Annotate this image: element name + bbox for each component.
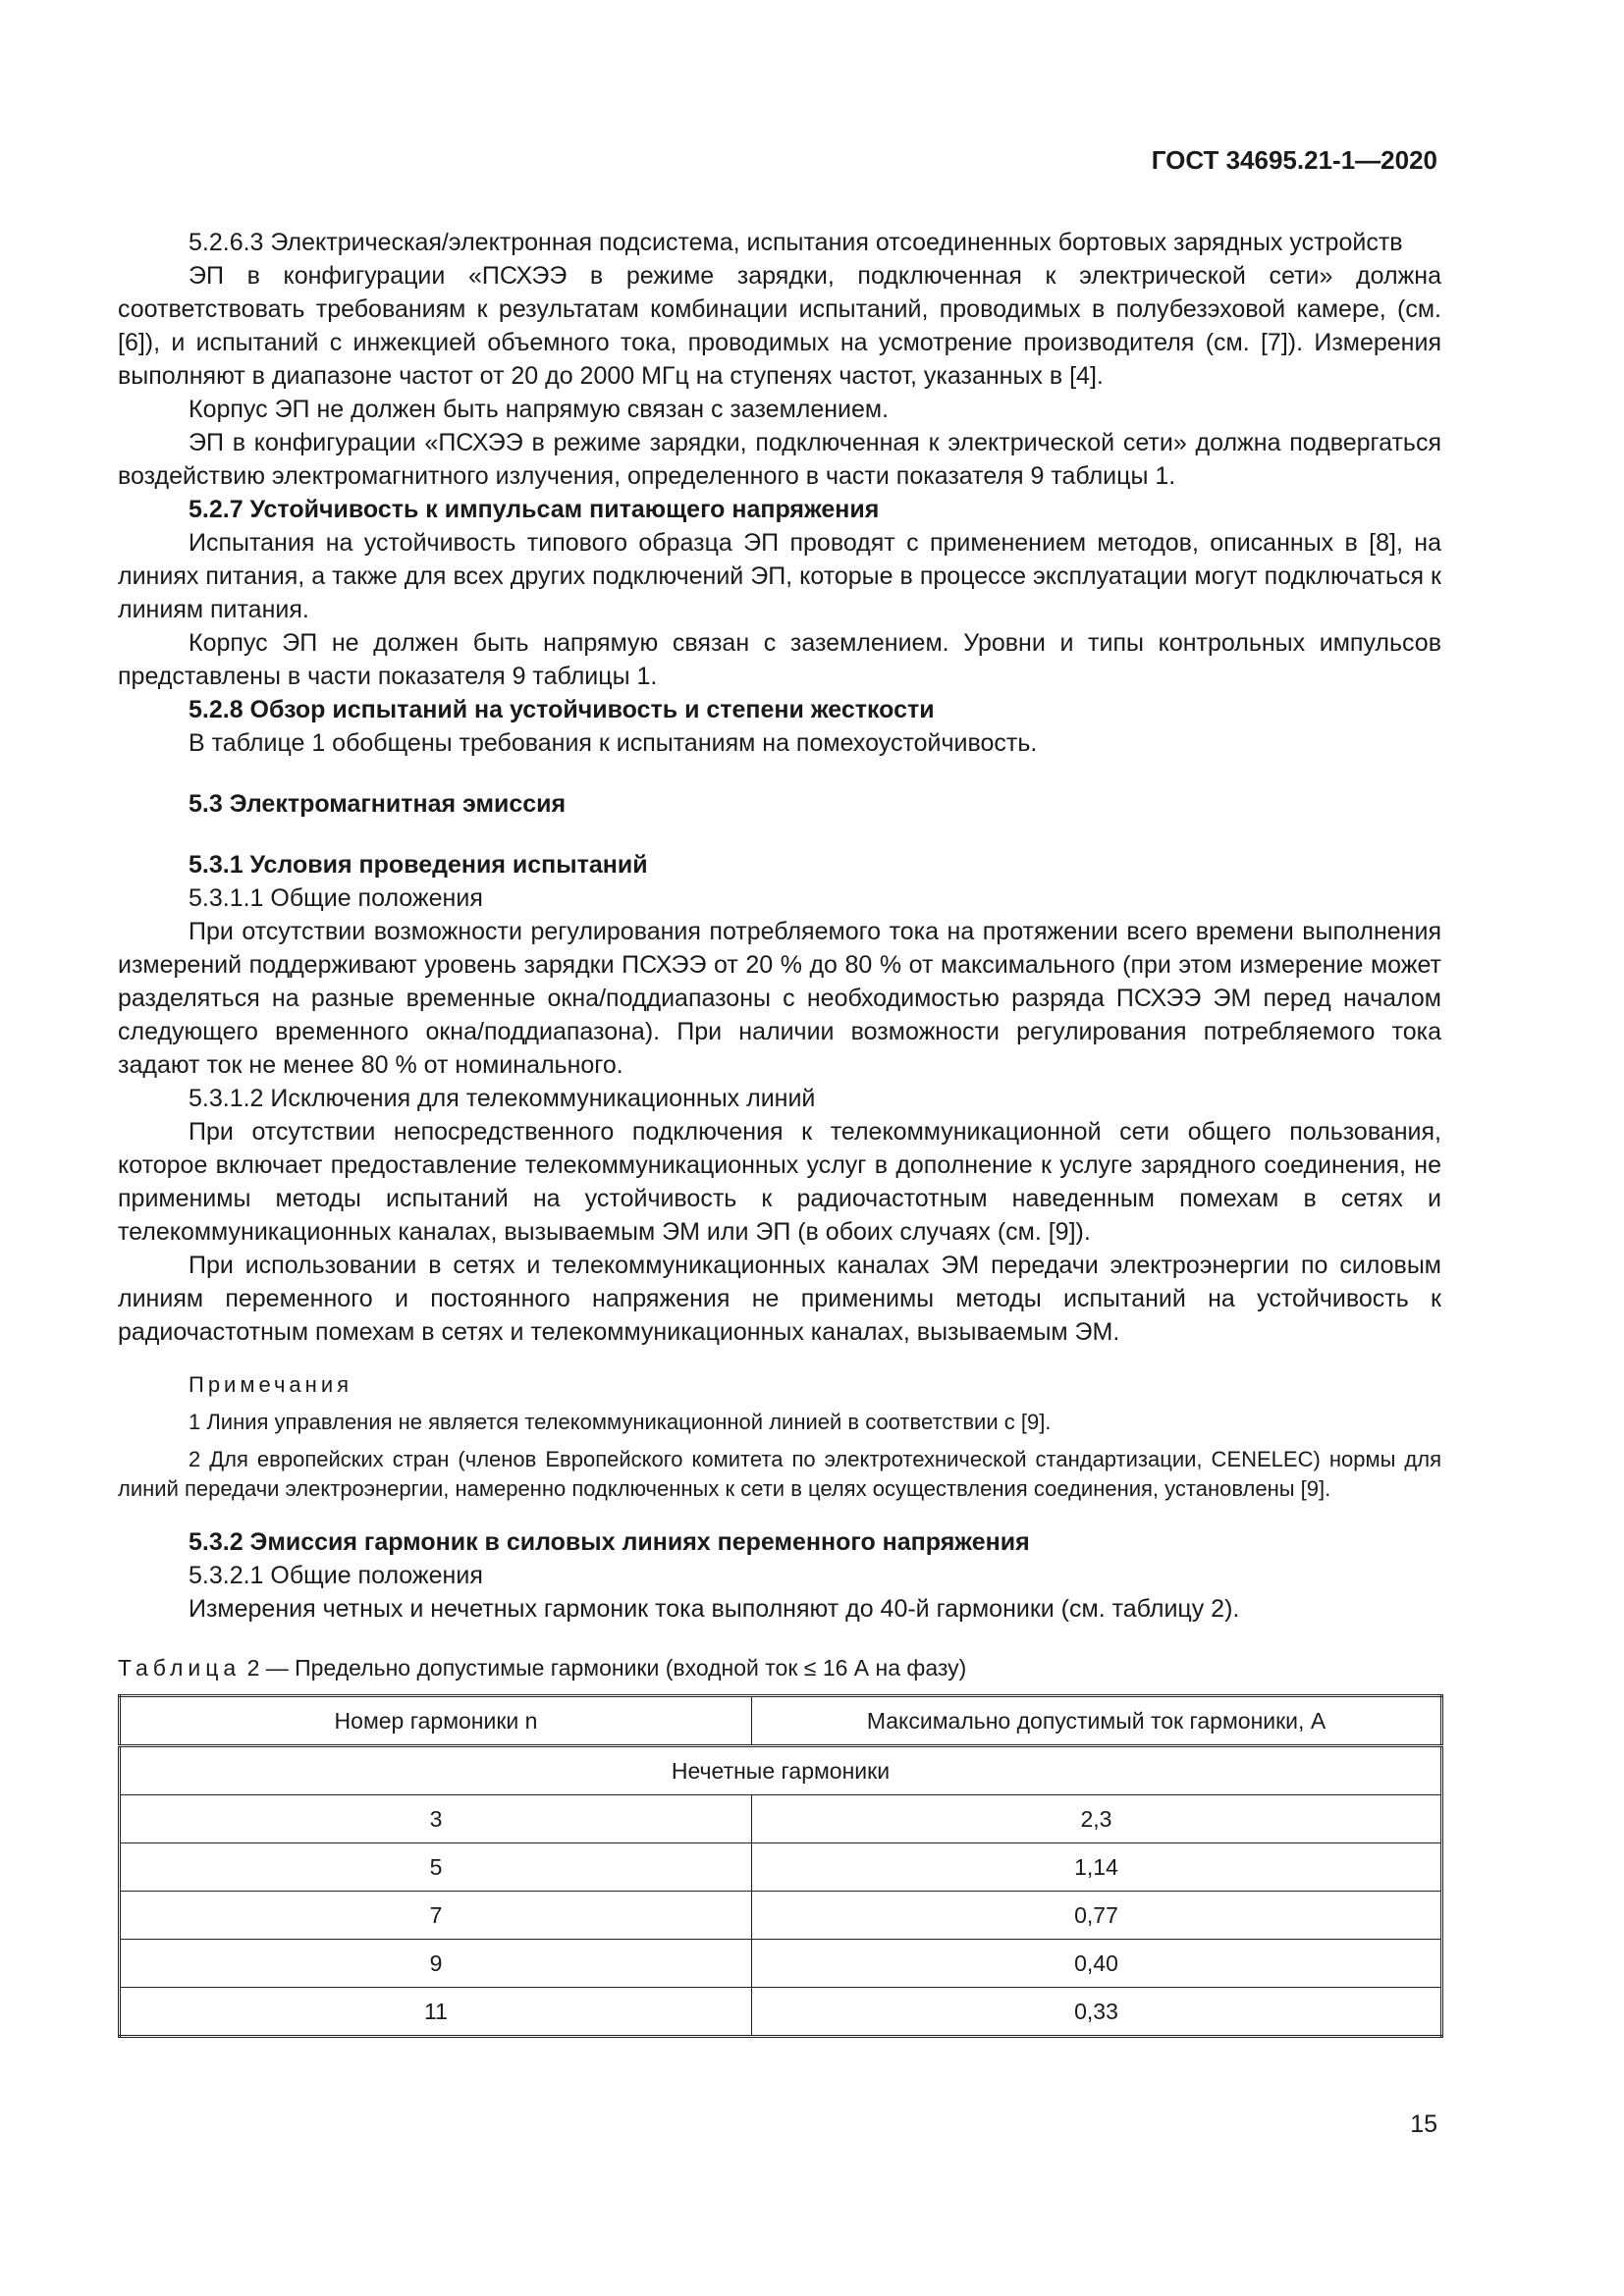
harmonic-number-cell: 3	[120, 1795, 752, 1843]
subsection-title: 5.3.2.1 Общие положения	[189, 1562, 483, 1589]
harmonic-number-cell: 7	[120, 1892, 752, 1940]
section-5-3-2-title: 5.3.2 Эмиссия гармоник в силовых линиях переменного напряжения	[189, 1528, 1030, 1556]
paragraph: В таблице 1 обобщены требования к испытаниям на помехоустойчивость.	[189, 729, 1038, 757]
max-current-cell: 0,33	[752, 1988, 1442, 2037]
paragraph: ЭП в конфигурации «ПСХЭЭ в режиме зарядки, подключенная к электрической сети» должна подвергаться воздействию электромагнитного излучения, определенного в части показателя 9 таблицы 1.	[118, 429, 1441, 490]
table-row	[120, 1843, 1442, 1892]
column-header-harmonic-number: Номер гармоники n	[120, 1696, 752, 1746]
paragraph: При использовании в сетях и телекоммуникационных каналах ЭМ передачи электроэнергии по силовым линиям переменного и постоянного напряжения не применимы методы испытаний на устойчивость к радиочастотным помехам в сетях и телекоммуникационных каналах, вызываемым ЭМ.	[118, 1252, 1441, 1346]
document-body	[118, 226, 1441, 2038]
max-current-cell: 0,77	[752, 1892, 1442, 1940]
max-current-cell: 2,3	[752, 1795, 1442, 1843]
section-5-3-title: 5.3 Электромагнитная эмиссия	[189, 790, 567, 818]
table-row	[120, 1988, 1442, 2037]
section-5-2-6-3-title: 5.2.6.3 Электрическая/электронная подсистема, испытания отсоединенных бортовых зарядных устройств	[189, 229, 1403, 256]
section-5-2-8-title: 5.2.8 Обзор испытаний на устойчивость и степени жесткости	[189, 696, 935, 723]
harmonics-table	[118, 1694, 1443, 2038]
harmonic-number-cell: 9	[120, 1940, 752, 1988]
max-current-cell: 0,40	[752, 1940, 1442, 1988]
table-caption	[118, 1653, 1441, 1682]
table-group-row	[120, 1746, 1442, 1795]
paragraph: Измерения четных и нечетных гармоник тока выполняют до 40-й гармоники (см. таблицу 2).	[189, 1595, 1240, 1623]
paragraph: ЭП в конфигурации «ПСХЭЭ в режиме зарядки, подключенная к электрической сети» должна соответствовать требованиям к результатам комбинации испытаний, проводимых в полубезэховой камере, (см. [6]), и испытаний с инжекцией объемного тока, проводимых на усмотрение производителя (см. [7]). Измерения выполняют в диапазоне частот от 20 до 2000 МГц на ступенях частот, указанных в [4].	[118, 262, 1441, 390]
group-label: Нечетные гармоники	[120, 1746, 1442, 1795]
table-caption-text: 2 — Предельно допустимые гармоники (входной ток ≤ 16 А на фазу)	[241, 1655, 967, 1681]
paragraph: При отсутствии непосредственного подключения к телекоммуникационной сети общего пользования, которое включает предоставление телекоммуникационных услуг в дополнение к услуге зарядного соединения, не применимы методы испытаний на устойчивость к радиочастотным наведенным помехам в сетях и телекоммуникационных каналах, вызываемым ЭМ или ЭП (в обоих случаях (см. [9]).	[118, 1118, 1441, 1246]
document-header: ГОСТ 34695.21-1—2020	[1151, 145, 1437, 175]
column-header-max-current: Максимально допустимый ток гармоники, А	[752, 1696, 1442, 1746]
section-5-3-1-title: 5.3.1 Условия проведения испытаний	[189, 851, 648, 879]
table-row	[120, 1795, 1442, 1843]
table-row	[120, 1892, 1442, 1940]
paragraph: Испытания на устойчивость типового образца ЭП проводят с применением методов, описанных в [8], на линиях питания, а также для всех других подключений ЭП, которые в процессе эксплуатации могут подключаться к линиям питания.	[118, 529, 1441, 623]
paragraph: Корпус ЭП не должен быть напрямую связан с заземлением.	[189, 396, 890, 423]
max-current-cell: 1,14	[752, 1843, 1442, 1892]
harmonic-number-cell: 11	[120, 1988, 752, 2037]
paragraph: При отсутствии возможности регулирования потребляемого тока на протяжении всего времени выполнения измерений поддерживают уровень зарядки ПСХЭЭ от 20 % до 80 % от максимального (при этом измерение может разделяться на разные временные окна/поддиапазоны с необходимостью разряда ПСХЭЭ ЭМ перед началом следующего временного окна/поддиапазона). При наличии возможности регулирования потребляемого тока задают ток не менее 80 % от номинального.	[118, 918, 1441, 1079]
subsection-title: 5.3.1.1 Общие положения	[189, 884, 483, 912]
table-caption-label: Таблица	[118, 1655, 242, 1681]
section-5-2-7-title: 5.2.7 Устойчивость к импульсам питающего напряжения	[189, 496, 880, 523]
notes-title: Примечания	[189, 1372, 353, 1397]
note-item: 1 Линия управления не является телекоммуникационной линией в соответствии с [9].	[189, 1410, 1052, 1434]
table-row	[120, 1940, 1442, 1988]
table-header-row	[120, 1696, 1442, 1746]
harmonic-number-cell: 5	[120, 1843, 752, 1892]
note-item: 2 Для европейских стран (членов Европейского комитета по электротехнической стандартизации, CENELEC) нормы для линий передачи электроэнергии, намеренно подключенных к сети в целях осуществления соединения, установлены [9].	[118, 1447, 1441, 1501]
page-number: 15	[1410, 2110, 1437, 2138]
paragraph: Корпус ЭП не должен быть напрямую связан с заземлением. Уровни и типы контрольных импульсов представлены в части показателя 9 таблицы 1.	[118, 629, 1441, 690]
subsection-title: 5.3.1.2 Исключения для телекоммуникационных линий	[189, 1085, 816, 1112]
